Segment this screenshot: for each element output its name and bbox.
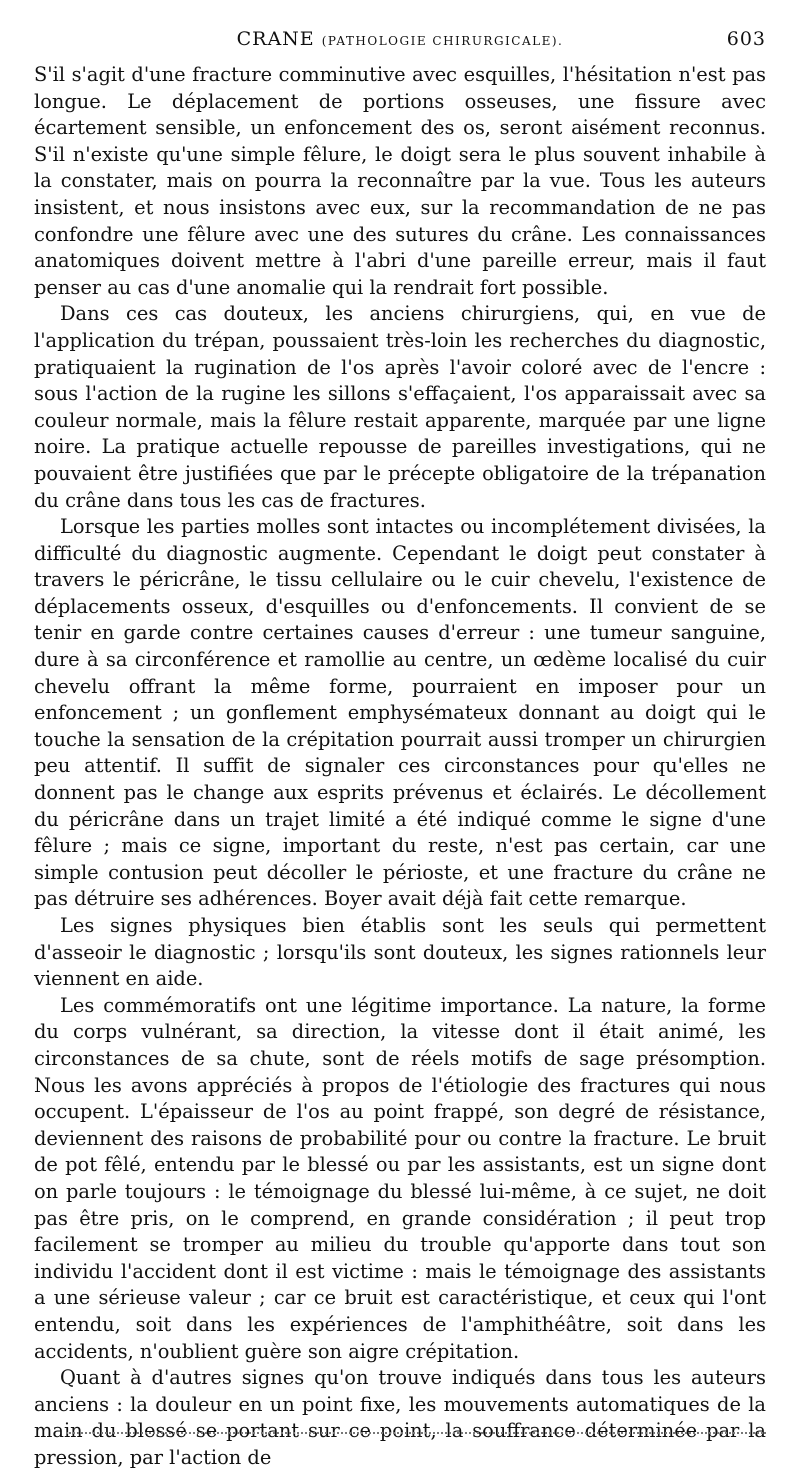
page bbox=[34, 28, 766, 1471]
paragraph-1: S'il s'agit d'une fracture comminutive avec esquilles, l'hésitation n'est pas longue. Le déplacement de portions osseuses, une fissure avec écartement sensible, un enfoncement des os, seront aisément reconnus. S'il n'existe qu'une simple fêlure, le doigt sera le plus souvent inhabile à la constater, mais on pourra la reconnaître par la vue. Tous les auteurs insistent, et nous insistons avec eux, sur la recommandation de ne pas confondre une fêlure avec une des sutures du crâne. Les connaissances anatomiques doivent mettre à l'abri d'une pareille erreur, mais il faut penser au cas d'une anomalie qui la rendrait fort possible. bbox=[34, 63, 766, 299]
paragraph-2: Dans ces cas douteux, les anciens chirurgiens, qui, en vue de l'application du trépan, poussaient très-loin les recherches du diagnostic, pratiquaient la rugination de l'os après l'avoir coloré avec de l'encre : sous l'action de la rugine les sillons s'effaçaient, l'os apparaissait avec sa couleur normale, mais la fêlure restait apparente, marquée par une ligne noire. La pratique actuelle repousse de pareilles investigations, qui ne pouvaient être justifiées que par le précepte obligatoire de la trépanation du crâne dans tous les cas de fractures. bbox=[34, 302, 766, 512]
footer-dotted-rule bbox=[66, 1432, 766, 1434]
running-header bbox=[34, 28, 766, 54]
page-number: 603 bbox=[726, 28, 766, 50]
body-text bbox=[34, 62, 766, 1471]
paragraph-4: Les signes physiques bien établis sont les seuls qui permettent d'asseoir le diagnostic ; lorsqu'ils sont douteux, les signes rationnels leur viennent en aide. bbox=[34, 914, 766, 991]
header-title-sub: (PATHOLOGIE CHIRURGICALE). bbox=[321, 34, 564, 48]
header-title bbox=[34, 28, 766, 50]
paragraph-3: Lorsque les parties molles sont intactes ou incomplétement divisées, la difficulté du diagnostic augmente. Cependant le doigt peut constater à travers le péricrâne, le tissu cellulaire ou le cuir chevelu, l'existence de déplacements osseux, d'esquilles ou d'enfoncements. Il convient de se tenir en garde contre certaines causes d'erreur : une tumeur sanguine, dure à sa circonférence et ramollie au centre, un œdème localisé du cuir chevelu offrant la même forme, pourraient en imposer pour un enfoncement ; un gonflement emphysémateux donnant au doigt qui le touche la sensation de la crépitation pourrait aussi tromper un chirurgien peu attentif. Il suffit de signaler ces circonstances pour qu'elles ne donnent pas le change aux esprits prévenus et éclairés. Le décollement du péricrâne dans un trajet limité a été indiqué comme le signe d'une fêlure ; mais ce signe, important du reste, n'est pas certain, car une simple contusion peut décoller le périoste, et une fracture du crâne ne pas détruire ses adhérences. Boyer avait déjà fait cette remarque. bbox=[34, 515, 766, 911]
header-title-main: CRANE bbox=[236, 28, 315, 50]
paragraph-5: Les commémoratifs ont une légitime importance. La nature, la forme du corps vulnérant, sa direction, la vitesse dont il était animé, les circonstances de sa chute, sont de réels motifs de sage présomption. Nous les avons appréciés à propos de l'étiologie des fractures qui nous occupent. L'épaisseur de l'os au point frappé, son degré de résistance, deviennent des raisons de probabilité pour ou contre la fracture. Le bruit de pot fêlé, entendu par le blessé ou par les assistants, est un signe dont on parle toujours : le témoignage du blessé lui-même, à ce sujet, ne doit pas être pris, on le comprend, en grande considération ; il peut trop facilement se tromper au milieu du trouble qu'apporte dans tout son individu l'accident dont il est victime : mais le témoignage des assistants a une sérieuse valeur ; car ce bruit est caractéristique, et ceux qui l'ont entendu, soit dans les expériences de l'amphithéâtre, soit dans les accidents, n'oublient guère son aigre crépitation. bbox=[34, 993, 766, 1363]
paragraph-6: Quant à d'autres signes qu'on trouve indiqués dans tous les auteurs anciens : la douleur en un point fixe, les mouvements automatiques de la main du blessé se portant sur ce point, la souffrance déterminée par la pression, par l'action de bbox=[34, 1366, 766, 1469]
